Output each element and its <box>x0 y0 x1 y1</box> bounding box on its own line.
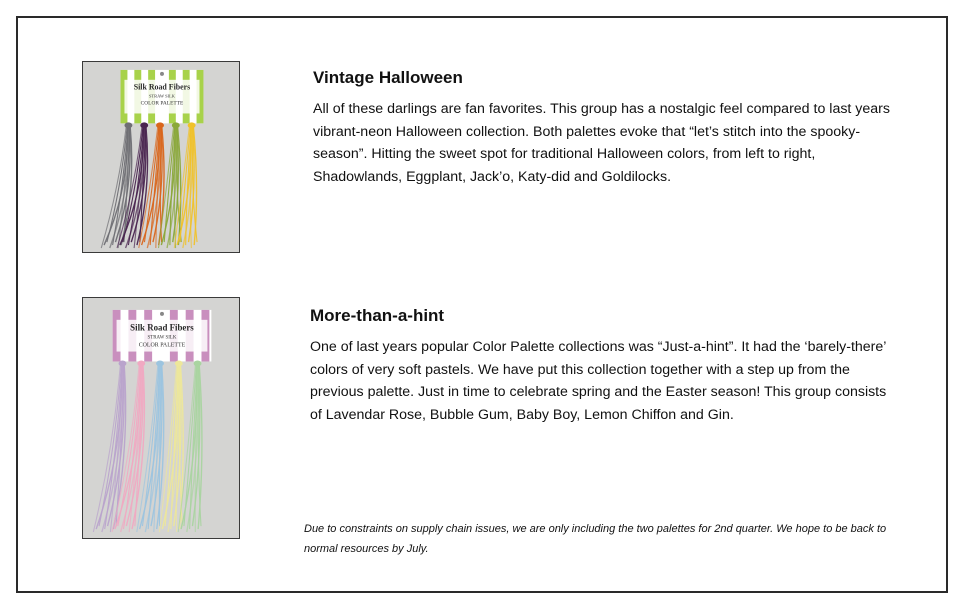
palette-section-more-than-a-hint <box>310 306 900 426</box>
product-photo-more-than-a-hint <box>82 297 240 539</box>
card-line2: COLOR PALETTE <box>140 100 184 107</box>
thread-loop <box>172 122 180 128</box>
card-brand: Silk Road Fibers <box>133 82 191 92</box>
section-title: More-than-a-hint <box>310 306 445 325</box>
thread-loop <box>175 360 183 366</box>
section-body: All of these darlings are fan favorites. This group has a nostalgic feel compared to last years vibrant-neon Halloween collection. Both palettes evoke that “let’s stitch into the spooky-season”. Hitting the sweet spot for traditional Halloween colors, from left to right, Shadowlands, Eggplant, Jack’o, Katy-did and Goldilocks. <box>313 101 891 185</box>
product-photo-vintage-halloween <box>82 61 240 253</box>
section-body: One of last years popular Color Palette collections was “Just-a-hint”. It had the ‘barely-there’ colors of very soft pastels. We have put this collection together with a step up from the previous palette. Just in time to celebrate spring and the Easter season! This group consists of Lavendar Rose, Bubble Gum, Baby Boy, Lemon Chiffon and Gin. <box>310 339 887 423</box>
card-line1: STRAW SILK <box>147 335 177 341</box>
thread-loop <box>194 360 202 366</box>
thread-loop <box>156 122 164 128</box>
section-title: Vintage Halloween <box>313 68 463 87</box>
card-brand: Silk Road Fibers <box>130 322 194 333</box>
palette-section-vintage-halloween <box>313 68 903 188</box>
thread-loop <box>137 360 145 366</box>
thread-loop <box>119 360 127 366</box>
card <box>121 70 204 123</box>
thread-loop <box>188 122 196 128</box>
card-line2: COLOR PALETTE <box>138 342 186 349</box>
thread-loop <box>124 122 132 128</box>
card-line1: STRAW SILK <box>148 93 176 99</box>
thread-loop <box>156 360 164 366</box>
card <box>113 310 212 362</box>
thread-loop <box>140 122 148 128</box>
footnote: Due to constraints on supply chain issues, we are only including the two palettes for 2nd quarter. We hope to be back to normal resources by July. <box>304 523 887 555</box>
